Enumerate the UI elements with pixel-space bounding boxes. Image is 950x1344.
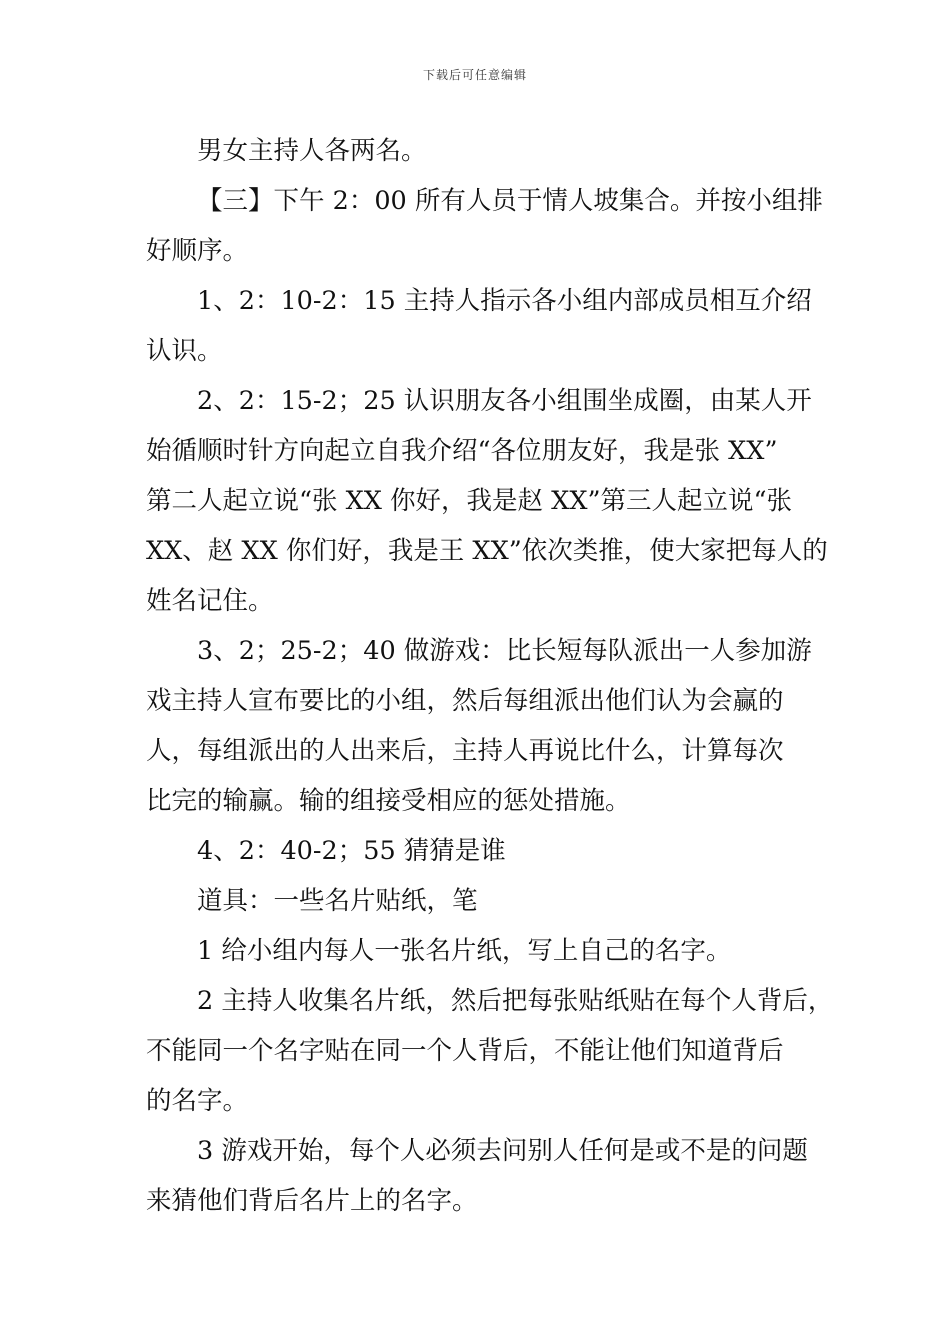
text-line: XX、赵 XX 你们好，我是王 XX”依次类推，使大家把每人的	[146, 536, 828, 566]
text-line: 3 游戏开始，每个人必须去问别人任何是或不是的问题	[197, 1136, 808, 1166]
text-line: 【三】下午 2：00 所有人员于情人坡集合。并按小组排	[197, 186, 823, 216]
text-line: 比完的输赢。输的组接受相应的惩处措施。	[146, 786, 631, 816]
text-line: 1、2：10-2：15 主持人指示各小组内部成员相互介绍	[197, 286, 812, 316]
text-line: 姓名记住。	[146, 586, 274, 616]
text-line: 好顺序。	[146, 236, 249, 266]
text-line: 道具：一些名片贴纸，笔	[197, 886, 478, 916]
text-line: 认识。	[146, 336, 223, 366]
text-line: 男女主持人各两名。	[197, 136, 427, 166]
text-line: 的名字。	[146, 1086, 249, 1116]
text-line: 戏主持人宣布要比的小组，然后每组派出他们认为会赢的	[146, 686, 784, 716]
text-line: 4、2：40-2；55 猜猜是谁	[197, 836, 506, 866]
text-line: 不能同一个名字贴在同一个人背后，不能让他们知道背后	[146, 1036, 784, 1066]
page-header-note: 下载后可任意编辑	[422, 68, 527, 82]
text-line: 人，每组派出的人出来后，主持人再说比什么，计算每次	[146, 736, 784, 766]
text-line: 1 给小组内每人一张名片纸，写上自己的名字。	[197, 936, 732, 966]
text-line: 始循顺时针方向起立自我介绍“各位朋友好，我是张 XX”	[146, 436, 778, 466]
text-line: 第二人起立说“张 XX 你好，我是赵 XX”第三人起立说“张	[146, 486, 793, 516]
text-line: 3、2；25-2；40 做游戏：比长短每队派出一人参加游	[197, 636, 812, 666]
text-line: 来猜他们背后名片上的名字。	[146, 1186, 478, 1216]
text-line: 2 主持人收集名片纸，然后把每张贴纸贴在每个人背后，	[197, 986, 834, 1016]
text-line: 2、2：15-2；25 认识朋友各小组围坐成圈，由某人开	[197, 386, 812, 416]
document-body	[146, 126, 834, 1226]
